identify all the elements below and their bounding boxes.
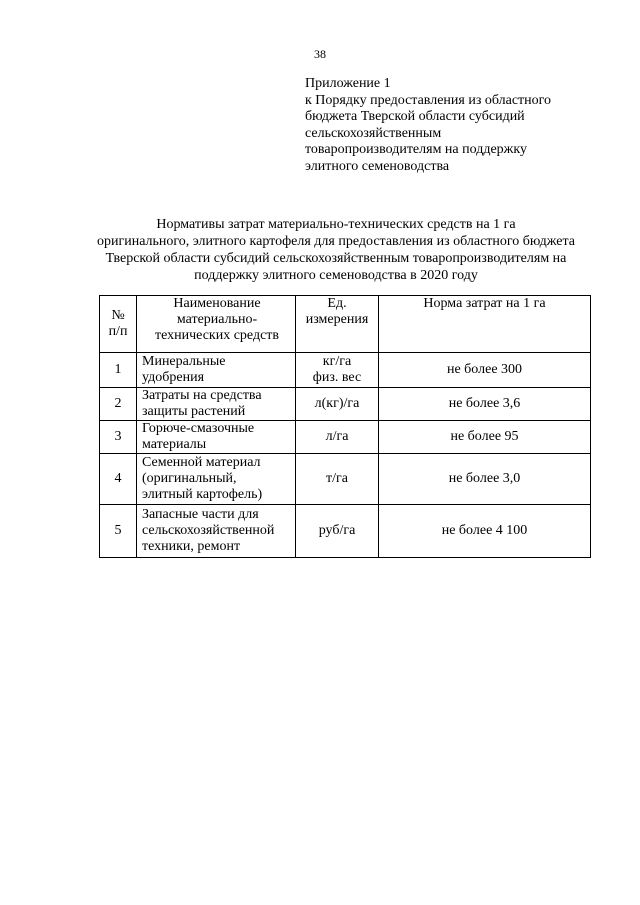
table-row: [100, 505, 591, 558]
header-num: № п/п: [100, 296, 137, 353]
cell-name: Семенной материал (оригинальный, элитный картофель): [137, 454, 296, 505]
document-title: [60, 216, 612, 284]
cell-unit: кг/га физ. вес: [296, 353, 379, 388]
cell-norm: не более 95: [379, 421, 591, 454]
appendix-line: товаропроизводителям на поддержку: [305, 142, 527, 157]
title-line: оригинального, элитного картофеля для предоставления из областного бюджета: [96, 234, 576, 249]
table-row: [100, 454, 591, 505]
cell-norm: не более 3,0: [379, 454, 591, 505]
header-name: Наименование материально- технических средств: [137, 296, 296, 353]
cell-num: 2: [100, 388, 137, 421]
table-row: [100, 421, 591, 454]
appendix-line: Приложение 1: [305, 76, 391, 91]
table-row: [100, 388, 591, 421]
cell-name: Запасные части для сельскохозяйственной техники, ремонт: [137, 505, 296, 558]
page-number: 38: [314, 47, 326, 61]
title-line: Тверской области субсидий сельскохозяйственным товаропроизводителям на: [105, 251, 567, 266]
appendix-line: сельскохозяйственным: [305, 125, 442, 141]
cell-unit: л(кг)/га: [296, 388, 379, 421]
cell-unit: л/га: [296, 421, 379, 454]
cell-num: 1: [100, 353, 137, 388]
appendix-line: элитного семеноводства: [305, 158, 450, 174]
cell-num: 3: [100, 421, 137, 454]
norms-table: [99, 295, 591, 558]
cell-unit: т/га: [296, 454, 379, 505]
table-row: [100, 353, 591, 388]
title-line: Нормативы затрат материально-технических средств на 1 га: [156, 217, 516, 232]
table-header-row: [100, 296, 591, 353]
cell-norm: не более 300: [379, 353, 591, 388]
cell-num: 5: [100, 505, 137, 558]
cell-num: 4: [100, 454, 137, 505]
appendix-header: [305, 76, 605, 175]
cell-norm: не более 3,6: [379, 388, 591, 421]
header-norm: Норма затрат на 1 га: [379, 296, 591, 353]
cell-name: Затраты на средства защиты растений: [137, 388, 296, 421]
cell-norm: не более 4 100: [379, 505, 591, 558]
cell-unit: руб/га: [296, 505, 379, 558]
appendix-line: к Порядку предоставления из областного: [305, 92, 552, 108]
title-line: поддержку элитного семеноводства в 2020 году: [194, 268, 478, 283]
appendix-line: бюджета Тверской области субсидий: [305, 109, 525, 124]
cell-name: Минеральные удобрения: [137, 353, 296, 388]
header-unit: Ед. измерения: [296, 296, 379, 353]
cell-name: Горюче-смазочные материалы: [137, 421, 296, 454]
